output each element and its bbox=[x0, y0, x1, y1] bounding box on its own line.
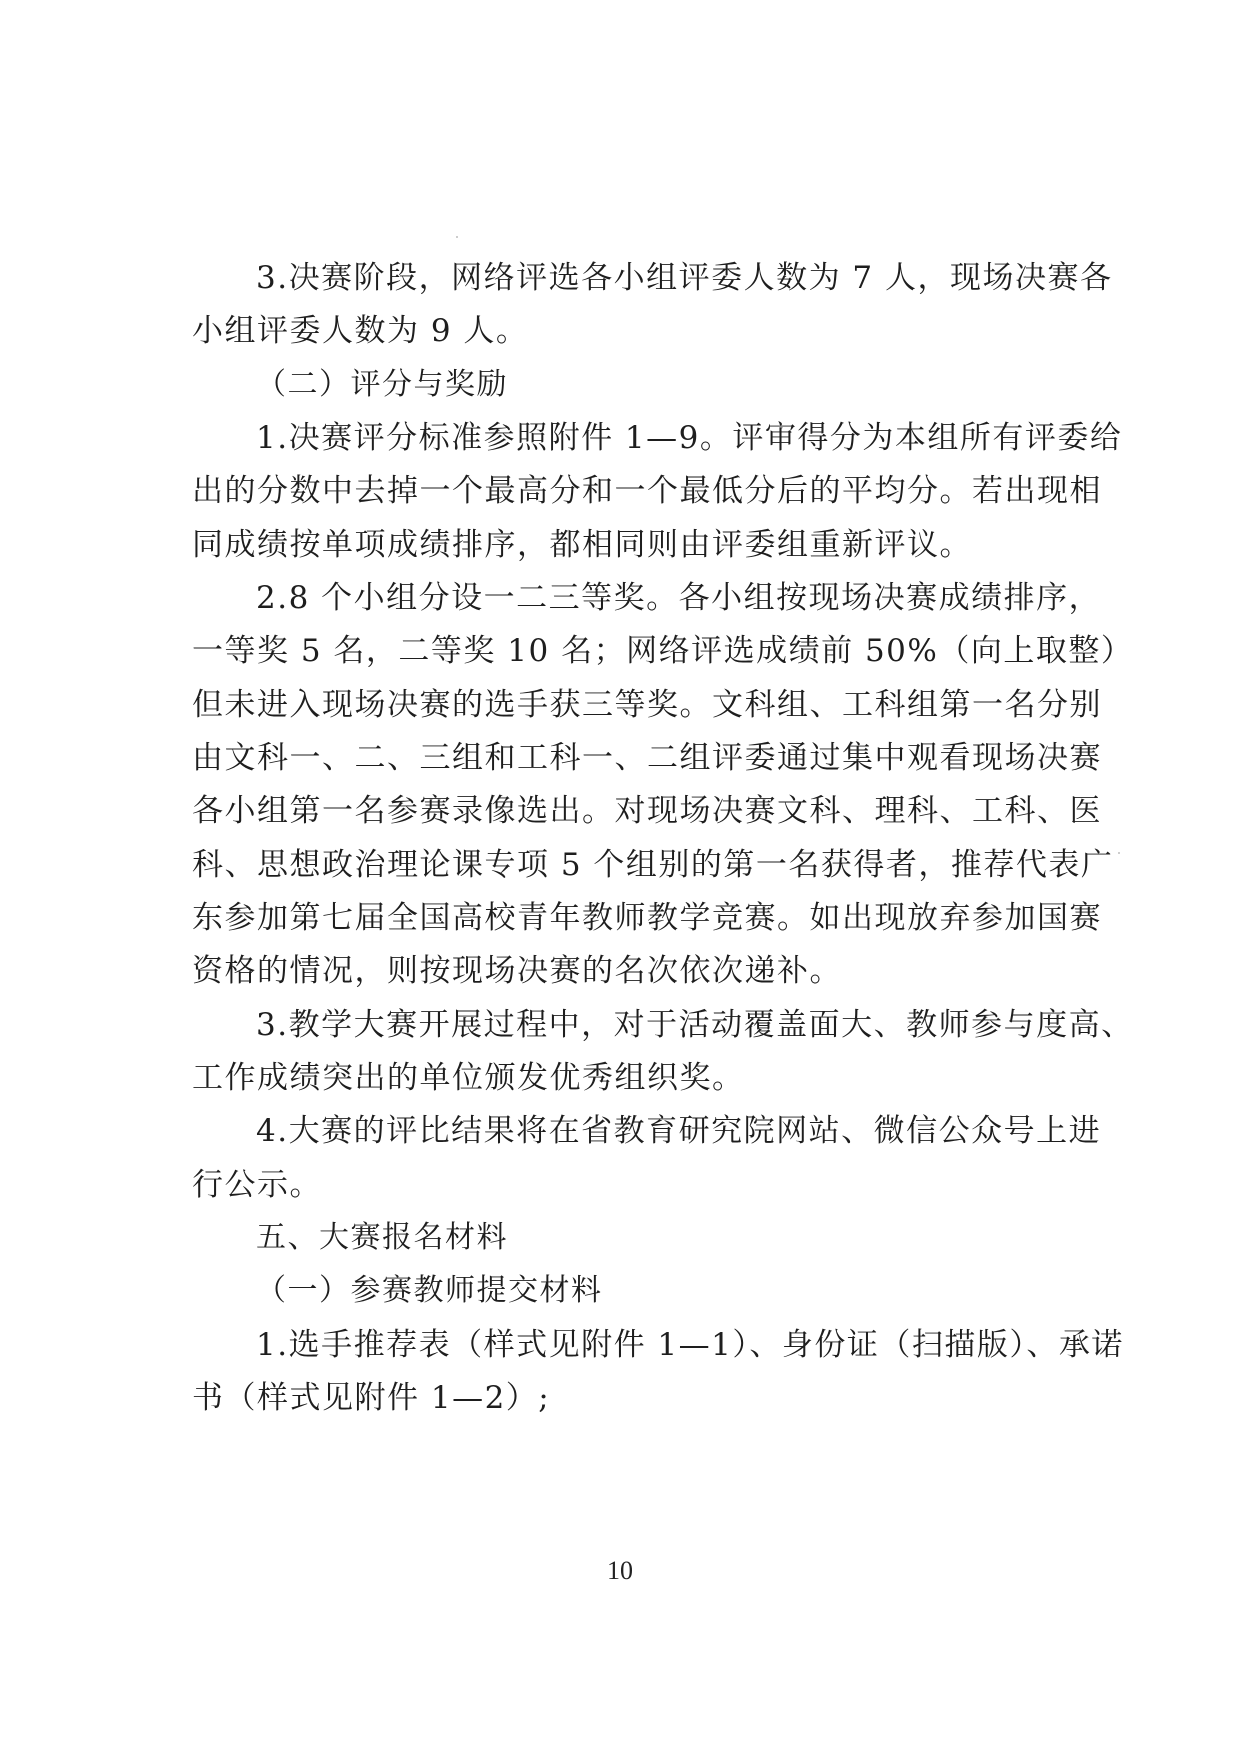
paragraph-line: 但未进入现场决赛的选手获三等奖。文科组、工科组第一名分别 bbox=[192, 687, 1102, 723]
paragraph-line: 工作成绩突出的单位颁发优秀组织奖。 bbox=[192, 1060, 745, 1096]
scan-speck bbox=[1118, 852, 1120, 854]
paragraph-line: 书（样式见附件 1—2）; bbox=[192, 1380, 551, 1416]
paragraph-line: 同成绩按单项成绩排序，都相同则由评委组重新评议。 bbox=[192, 527, 972, 563]
paragraph-line: 小组评委人数为 9 人。 bbox=[192, 313, 529, 349]
page-number: 10 bbox=[607, 1556, 633, 1585]
paragraph-line: 3.教学大赛开展过程中，对于活动覆盖面大、教师参与度高、 bbox=[256, 1007, 1134, 1043]
paragraph-line: 1.选手推荐表（样式见附件 1—1）、身份证（扫描版）、承诺 bbox=[256, 1327, 1124, 1363]
paragraph-line: 2.8 个小组分设一二三等奖。各小组按现场决赛成绩排序， bbox=[256, 580, 1102, 616]
section-heading: 五、大赛报名材料 bbox=[256, 1220, 508, 1255]
section-subheading: （二）评分与奖励 bbox=[256, 367, 508, 402]
paragraph-line: 行公示。 bbox=[192, 1167, 322, 1203]
section-subheading: （一）参赛教师提交材料 bbox=[256, 1273, 603, 1308]
paragraph-line: 由文科一、二、三组和工科一、二组评委通过集中观看现场决赛 bbox=[192, 740, 1102, 776]
paragraph-line: 4.大赛的评比结果将在省教育研究院网站、微信公众号上进 bbox=[256, 1113, 1102, 1149]
paragraph-line: 1.决赛评分标准参照附件 1—9。评审得分为本组所有评委给 bbox=[256, 420, 1123, 456]
paragraph-line: 3.决赛阶段，网络评选各小组评委人数为 7 人，现场决赛各 bbox=[256, 260, 1113, 296]
paragraph-line: 一等奖 5 名，二等奖 10 名；网络评选成绩前 50%（向上取整） bbox=[192, 633, 1134, 669]
paragraph-line: 各小组第一名参赛录像选出。对现场决赛文科、理科、工科、医 bbox=[192, 793, 1102, 829]
paragraph-line: 科、思想政治理论课专项 5 个组别的第一名获得者，推荐代表广 bbox=[192, 847, 1114, 883]
paragraph-line: 东参加第七届全国高校青年教师教学竞赛。如出现放弃参加国赛 bbox=[192, 900, 1102, 936]
paragraph-line: 出的分数中去掉一个最高分和一个最低分后的平均分。若出现相 bbox=[192, 473, 1102, 509]
paragraph-line: 资格的情况，则按现场决赛的名次依次递补。 bbox=[192, 953, 842, 989]
scan-speck bbox=[456, 236, 458, 238]
